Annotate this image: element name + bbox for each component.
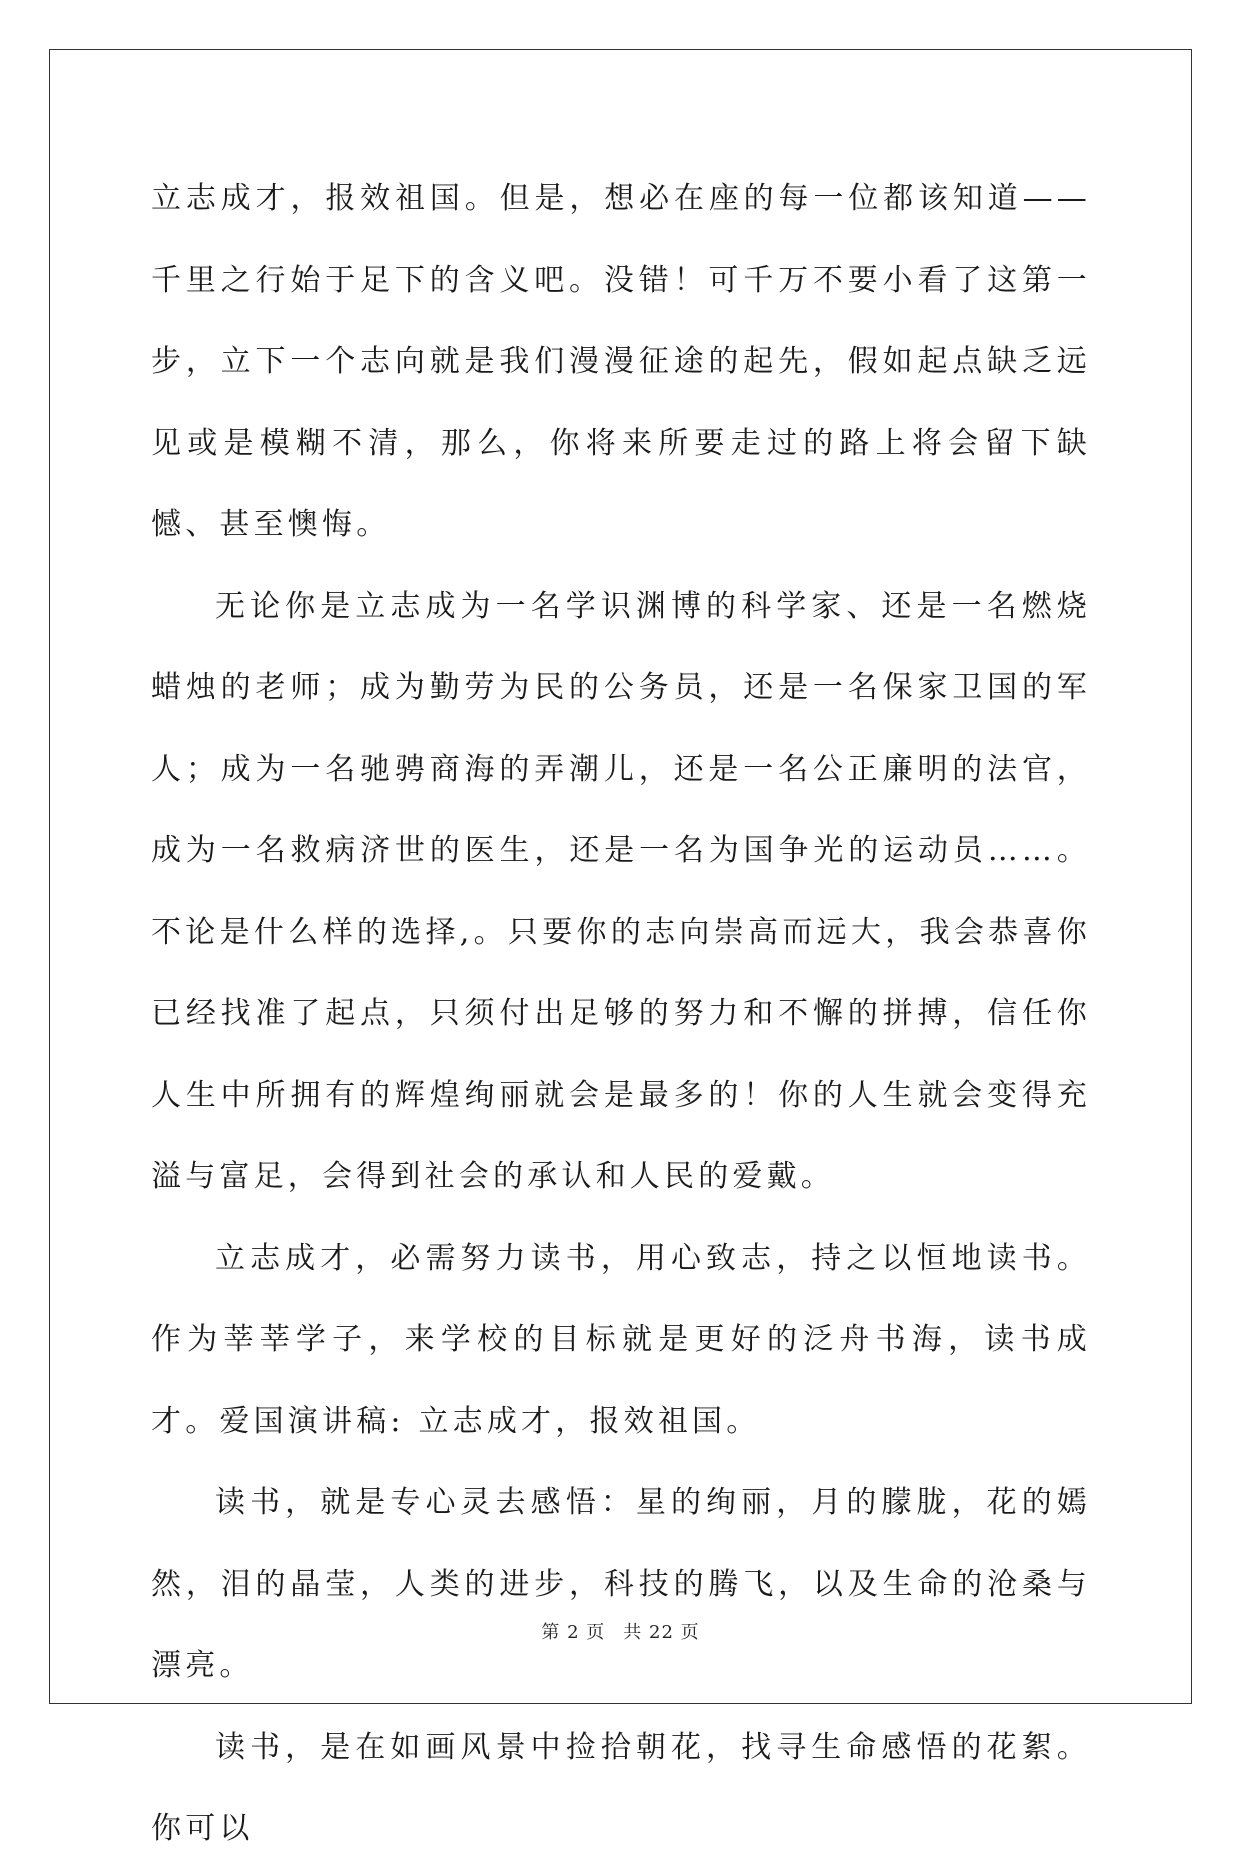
paragraph-2: 无论你是立志成为一名学识渊博的科学家、还是一名燃烧蜡烛的老师；成为勤劳为民的公务员，还是一名保家卫国的军人；成为一名驰骋商海的弄潮儿，还是一名公正廉明的法官，成为一名救病济世的医生，还是一名为国争光的运动员……。不论是什么样的选择,。只要你的志向崇高而远大，我会恭喜你已经找准了起点，只须付出足够的努力和不懈的拼搏，信任你人生中所拥有的辉煌绚丽就会是最多的！你的人生就会变得充溢与富足，会得到社会的承认和人民的爱戴。 <box>151 588 1091 1194</box>
page-total: 共 22 页 <box>623 1622 700 1643</box>
paragraph-5: 读书，是在如画风景中捡拾朝花，找寻生命感悟的花絮。你可以 <box>151 1729 1091 1846</box>
paragraph-4: 读书，就是专心灵去感悟：星的绚丽，月的朦胧，花的嫣然，泪的晶莹，人类的进步，科技的腾飞，以及生命的沧桑与漂亮。 <box>151 1485 1091 1683</box>
document-body <box>151 158 1091 1870</box>
page-number: 第 2 页 <box>541 1622 606 1643</box>
page-footer <box>0 1618 1241 1644</box>
paragraph-3: 立志成才，必需努力读书，用心致志，持之以恒地读书。 作为莘莘学子，来学校的目标就是更好的泛舟书海，读书成才。爱国演讲稿: 立志成才，报效祖国。 <box>151 1240 1091 1439</box>
paragraph-1: 立志成才，报效祖国。但是，想必在座的每一位都该知道——千里之行始于足下的含义吧。没错！可千万不要小看了这第一步，立下一个志向就是我们漫漫征途的起先，假如起点缺乏远见或是模糊不清，那么，你将来所要走过的路上将会留下缺憾、甚至懊悔。 <box>151 181 1091 542</box>
